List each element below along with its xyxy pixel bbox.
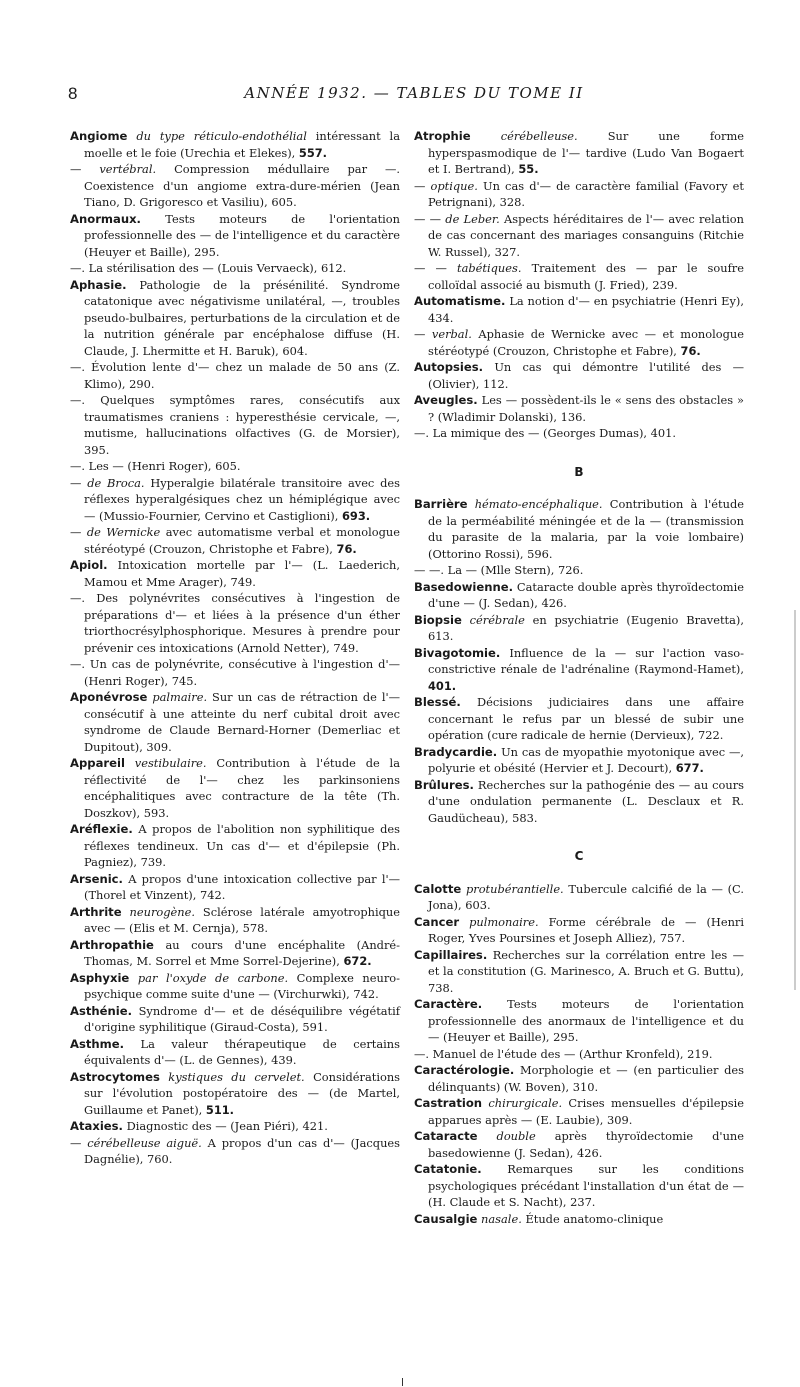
index-entry	[414, 326, 744, 359]
index-entry	[414, 1046, 744, 1063]
entry-text: Pathologie de la présénilité. Syndrome catatonique avec négativisme unilatéral, —, troubles pseudo-bulbaires, perturbations de la circulation et de la nutrition générale par encéphalose diffuse (H. Claude, J. Lhermitte et H. Baruk), 604.	[84, 277, 401, 358]
entry-lemma: Calotte	[414, 881, 462, 896]
edge-shadow	[794, 610, 796, 990]
entry-text: Étude anatomo-clinique	[525, 1211, 664, 1226]
index-entry	[414, 211, 744, 261]
entry-text: Sur une forme hyperspasmodique de l'— tardive (Ludo Van Bogaert et I. Bertrand),	[428, 129, 744, 176]
entry-lemma: Anormaux.	[70, 211, 141, 226]
entry-text: Un cas de myopathie myotonique avec —, polyurie et obésité (Hervier et J. Decourt),	[428, 744, 744, 775]
entry-text: Traitement des — par le soufre colloïdal associé au bismuth (J. Fried), 239.	[428, 261, 744, 292]
entry-page-ref: 677.	[675, 761, 704, 775]
entry-lemma: Cataracte	[414, 1129, 478, 1143]
entry-lemma: Appareil	[70, 756, 125, 770]
entry-page-ref: 55.	[518, 162, 539, 176]
entry-subheading: — verbal.	[414, 327, 472, 341]
entry-page-ref: 76.	[680, 343, 701, 358]
entry-text: Hyperalgie bilatérale transitoire avec des réflexes hyperalgésiques chez un hémiplégique avec — (Mussio-Fournier, Cervino et Castiglioni),	[84, 475, 401, 523]
entry-subheading: — — de Leber.	[414, 211, 500, 226]
page-header	[68, 84, 760, 108]
entry-lemma: Aphasie.	[70, 277, 127, 292]
entry-page-ref: 693.	[341, 508, 371, 523]
entry-text: —. Un cas de polynévrite, consécutive à l'ingestion d'— (Henri Roger), 745.	[70, 657, 400, 688]
entry-lemma: Arthrite	[70, 904, 122, 919]
index-entry	[414, 1062, 744, 1095]
entry-subheading: neurogène.	[129, 904, 195, 919]
index-entry	[70, 1135, 400, 1168]
index-entry	[70, 557, 400, 590]
entry-lemma: Basedowienne.	[414, 579, 514, 594]
entry-text: Aspects héréditaires de l'— avec relation de cas concernant des mariages consanguins (Ritchie W. Russel), 327.	[428, 211, 744, 259]
entry-subheading: du type réticulo-endothélial	[136, 129, 307, 143]
entries-c	[414, 881, 744, 1228]
section-heading-b: B	[574, 464, 584, 479]
entry-lemma: Atrophie	[414, 129, 471, 143]
entry-text: La valeur thérapeutique de certains équivalents d'— (L. de Gennes), 439.	[84, 1036, 400, 1067]
entry-subheading: chirurgicale.	[488, 1096, 563, 1110]
entry-text: Compression médullaire par —. Coexistence d'un angiome extra-dure-mérien (Jean Tiano, D. Grigoresco et Vasiliu), 605.	[84, 162, 401, 209]
entry-lemma: Barrière	[414, 497, 468, 511]
index-entry	[70, 1003, 400, 1036]
entry-text: Recherches sur la pathogénie des — au cours d'une ondulation permanente (L. Desclaux et R. Gaudücheau), 583.	[428, 777, 744, 825]
index-entry	[70, 211, 400, 261]
entry-text: A propos d'un cas d'— (Jacques Dagnélie), 760.	[84, 1135, 400, 1166]
running-head: ANNÉE 1932. — TABLES DU TOME II	[244, 84, 584, 102]
entry-subheading: protubérantielle.	[465, 881, 564, 896]
entry-subheading: — de Wernicke	[70, 525, 161, 539]
index-entry	[414, 579, 744, 612]
entry-subheading: — vertébral.	[70, 162, 157, 176]
entry-text: —. Quelques symptômes rares, consécutifs aux traumatismes craniens : hyperesthésie cervicale, —, mutisme, hallucinations olfactives (G. de Morsier), 395.	[70, 393, 400, 457]
index-entry	[414, 128, 744, 178]
entry-text: Remarques sur les conditions psychologiques précédant l'installation d'un état de — (H. Claude et S. Nacht), 237.	[428, 1162, 744, 1209]
entry-lemma: Cancer	[414, 914, 460, 929]
entry-subheading: hémato-encéphalique.	[474, 497, 603, 511]
entry-text: Considérations sur l'évolution postopératoire des — (de Martel, Guillaume et Panet),	[84, 1069, 401, 1117]
entry-text: Un cas d'— de caractère familial (Favory et Petrignani), 328.	[428, 178, 744, 209]
entry-text: Les — possèdent-ils le « sens des obstacles » ? (Wladimir Dolanski), 136.	[428, 393, 744, 424]
entry-subheading: kystiques du cervelet.	[168, 1069, 305, 1084]
entry-text: Sur un cas de rétraction de l'— consécutif à une atteinte du nerf cubital droit avec syndrome de Claude Bernard-Horner (Demerliac et Dupitout), 309.	[84, 690, 401, 754]
index-entry	[414, 881, 744, 914]
entries-b	[414, 496, 744, 826]
column-rule-mark	[402, 1378, 403, 1386]
entry-text: —. Manuel de l'étude des — (Arthur Kronfeld), 219.	[414, 1046, 713, 1061]
index-entry	[414, 947, 744, 997]
entry-text: Sclérose latérale amyotrophique avec — (Elis et M. Cernja), 578.	[84, 904, 401, 935]
entry-text: Diagnostic des — (Jean Piéri), 421.	[126, 1119, 328, 1133]
entry-text: Tubercule calcifié de la — (C. Jona), 603.	[428, 881, 744, 912]
index-entry	[70, 970, 400, 1003]
index-entry	[414, 1211, 744, 1228]
index-entry	[70, 590, 400, 656]
entry-subheading: pulmonaire.	[469, 914, 539, 929]
entry-text: au cours d'une encéphalite (André-Thomas, M. Sorrel et Mme Sorrel-Dejerine),	[84, 937, 400, 968]
entry-lemma: Biopsie	[414, 612, 462, 627]
index-entry	[414, 645, 744, 695]
entry-text: — —. La — (Mlle Stern), 726.	[414, 563, 584, 577]
entry-text: Un cas qui démontre l'utilité des — (Olivier), 112.	[428, 360, 744, 391]
index-entry	[414, 744, 744, 777]
entry-lemma: Autopsies.	[414, 360, 484, 374]
index-entry	[414, 392, 744, 425]
index-entry	[70, 524, 400, 557]
index-entry	[414, 777, 744, 827]
entry-text: Aphasie de Wernicke avec — et monologue stéréotypé (Crouzon, Christophe et Fabre),	[428, 327, 744, 358]
entry-text: Syndrome d'— et de déséquilibre végétatif d'origine syphilitique (Giraud-Costa), 591.	[84, 1003, 400, 1034]
entry-subheading: vestibulaire.	[134, 756, 207, 770]
index-entry	[70, 1069, 400, 1119]
entry-text: Décisions judiciaires dans une affaire concernant le refus par un blessé de subir une opération (cure radicale de hernie (Dervieux), 722.	[428, 695, 744, 742]
entry-lemma: Bivagotomie.	[414, 645, 501, 660]
entry-subheading: cérébelleuse.	[500, 129, 578, 143]
entry-lemma: Capillaires.	[414, 947, 488, 962]
entry-text: Recherches sur la corrélation entre les — et la constitution (G. Marinesco, A. Bruch et G. Buttu), 738.	[428, 947, 745, 995]
index-entry	[414, 612, 744, 645]
index-entry	[414, 996, 744, 1046]
entry-lemma: Angiome	[70, 129, 128, 143]
index-entry	[70, 458, 400, 475]
entry-lemma: Astrocytomes	[70, 1069, 160, 1084]
index-entry	[70, 871, 400, 904]
entry-text: A propos de l'abolition non syphilitique des réflexes tendineux. Un cas d'— et d'épilepsie (Ph. Pagniez), 739.	[84, 822, 401, 869]
index-entry	[70, 904, 400, 937]
index-entry	[70, 260, 400, 277]
section-heading-c: C	[574, 849, 584, 863]
entry-subheading: — — tabétiques.	[414, 261, 522, 275]
entry-subheading: nasale.	[481, 1211, 522, 1226]
entry-text: Contribution à l'étude de la réflectivité de l'— chez les parkinsoniens encéphalitiques avec contracture de la tête (Th. Doszkov), 593.	[84, 756, 400, 820]
index-entry	[70, 161, 400, 211]
entry-text: Crises mensuelles d'épilepsie apparues après — (E. Laubie), 309.	[428, 1096, 744, 1127]
index-entry	[414, 359, 744, 392]
entry-text: —. Les — (Henri Roger), 605.	[70, 459, 241, 473]
entry-text: Complexe neuro-psychique comme suite d'une — (Virchurwki), 742.	[84, 970, 400, 1001]
entry-text: —. La mimique des — (Georges Dumas), 401.	[414, 426, 677, 440]
index-entry	[414, 694, 744, 744]
entry-subheading: par l'oxyde de carbone.	[137, 970, 289, 985]
entry-text: La notion d'— en psychiatrie (Henri Ey), 434.	[428, 294, 744, 325]
entry-page-ref: 511.	[205, 1102, 234, 1117]
entry-text: Forme cérébrale de — (Henri Roger, Yves Poursines et Joseph Alliez), 757.	[428, 914, 745, 945]
index-entry	[70, 392, 400, 458]
index-entry	[414, 914, 744, 947]
entry-subheading: cérébrale	[469, 612, 525, 627]
entry-text: en psychiatrie (Eugenio Bravetta), 613.	[428, 612, 744, 643]
entry-lemma: Aponévrose	[70, 690, 148, 704]
entry-lemma: Asthénie.	[70, 1003, 133, 1018]
entry-text: Morphologie et — (en particulier des délinquants) (W. Boven), 310.	[428, 1063, 744, 1094]
entry-text: Intoxication mortelle par l'— (L. Laederich, Mamou et Mme Arager), 749.	[84, 558, 400, 589]
index-entry	[70, 689, 400, 755]
index-entry	[70, 1036, 400, 1069]
index-entry	[414, 260, 744, 293]
index-entry	[414, 496, 744, 562]
entry-text: A propos d'une intoxication collective par l'— (Thorel et Vinzent), 742.	[84, 871, 400, 902]
entry-lemma: Castration	[414, 1096, 483, 1110]
index-entry	[70, 475, 400, 525]
index-entry	[70, 1118, 400, 1135]
entry-lemma: Caractérologie.	[414, 1063, 515, 1077]
index-entry	[70, 656, 400, 689]
index-entry	[414, 1161, 744, 1211]
entry-text: intéressant la moelle et le foie (Urechia et Elekes),	[84, 129, 400, 160]
page-number: 8	[68, 84, 78, 103]
entry-text: Cataracte double après thyroïdectomie d'une — (J. Sedan), 426.	[428, 579, 744, 610]
entry-text: —. La stérilisation des — (Louis Vervaeck), 612.	[70, 261, 347, 275]
entry-subheading: — cérébelleuse aiguë.	[70, 1135, 202, 1150]
entry-lemma: Ataxies.	[70, 1119, 123, 1133]
entry-lemma: Asthme.	[70, 1036, 125, 1051]
entry-lemma: Catatonie.	[414, 1162, 482, 1176]
entry-lemma: Arthropathie	[70, 937, 154, 952]
entry-lemma: Brûlures.	[414, 777, 474, 792]
entry-subheading: — de Broca.	[70, 475, 145, 490]
entry-lemma: Automatisme.	[414, 294, 506, 308]
right-column	[414, 128, 744, 1227]
entry-text: Influence de la — sur l'action vaso-constrictive rénale de l'adrénaline (Raymond-Hamet),	[428, 645, 745, 676]
entry-subheading: palmaire.	[152, 690, 208, 704]
entry-lemma: Apiol.	[70, 558, 108, 572]
index-entry	[70, 755, 400, 821]
entry-page-ref: 557.	[298, 145, 327, 160]
entry-page-ref: 401.	[428, 678, 457, 693]
entry-text: Contribution à l'étude de la perméabilité méningée et de la — (transmission du parasite de la malaria, par la voie lombaire) (Ottorino Rossi), 596.	[428, 497, 744, 561]
entry-text: avec automatisme verbal et monologue stéréotypé (Crouzon, Christophe et Fabre),	[84, 525, 400, 556]
entry-lemma: Arsenic.	[70, 871, 123, 886]
index-entry	[414, 1095, 744, 1128]
entry-lemma: Blessé.	[414, 695, 461, 709]
entry-text: après thyroïdectomie d'une basedowienne (J. Sedan), 426.	[428, 1129, 744, 1160]
entry-lemma: Aréflexie.	[70, 822, 133, 836]
index-entry	[414, 293, 744, 326]
entries-a	[414, 128, 744, 442]
entry-subheading: double	[496, 1129, 536, 1143]
index-entry	[70, 128, 400, 161]
entry-text: Tests moteurs de l'orientation professionnelle des — de l'intelligence et du caractère (Heuyer et Baille), 295.	[84, 211, 400, 259]
index-entry	[70, 359, 400, 392]
entry-text: Tests moteurs de l'orientation professionnelle des anormaux de l'intelligence et du — (Heuyer et Baille), 295.	[428, 997, 744, 1044]
entry-text: —. Des polynévrites consécutives à l'ingestion de préparations d'— et liées à la présence d'un éther triorthocrésylphosphorique. Mesures à prendre pour prévenir ces intoxications (Arnold Netter), 749.	[70, 591, 400, 655]
entry-lemma: Caractère.	[414, 997, 483, 1011]
index-entry	[70, 937, 400, 970]
index-entry	[414, 562, 744, 579]
index-entry	[70, 821, 400, 871]
entry-page-ref: 672.	[343, 954, 372, 968]
entry-subheading: — optique.	[414, 178, 478, 193]
entry-lemma: Causalgie	[414, 1211, 478, 1226]
entry-text: —. Évolution lente d'— chez un malade de 50 ans (Z. Klimo), 290.	[70, 360, 400, 391]
index-entry	[414, 425, 744, 442]
entry-page-ref: 76.	[336, 541, 357, 556]
index-entry	[70, 277, 400, 360]
left-column	[70, 128, 400, 1168]
entry-lemma: Aveugles.	[414, 393, 478, 407]
entry-lemma: Asphyxie	[70, 970, 130, 985]
entry-lemma: Bradycardie.	[414, 744, 498, 759]
index-entry	[414, 178, 744, 211]
index-entry	[414, 1128, 744, 1161]
